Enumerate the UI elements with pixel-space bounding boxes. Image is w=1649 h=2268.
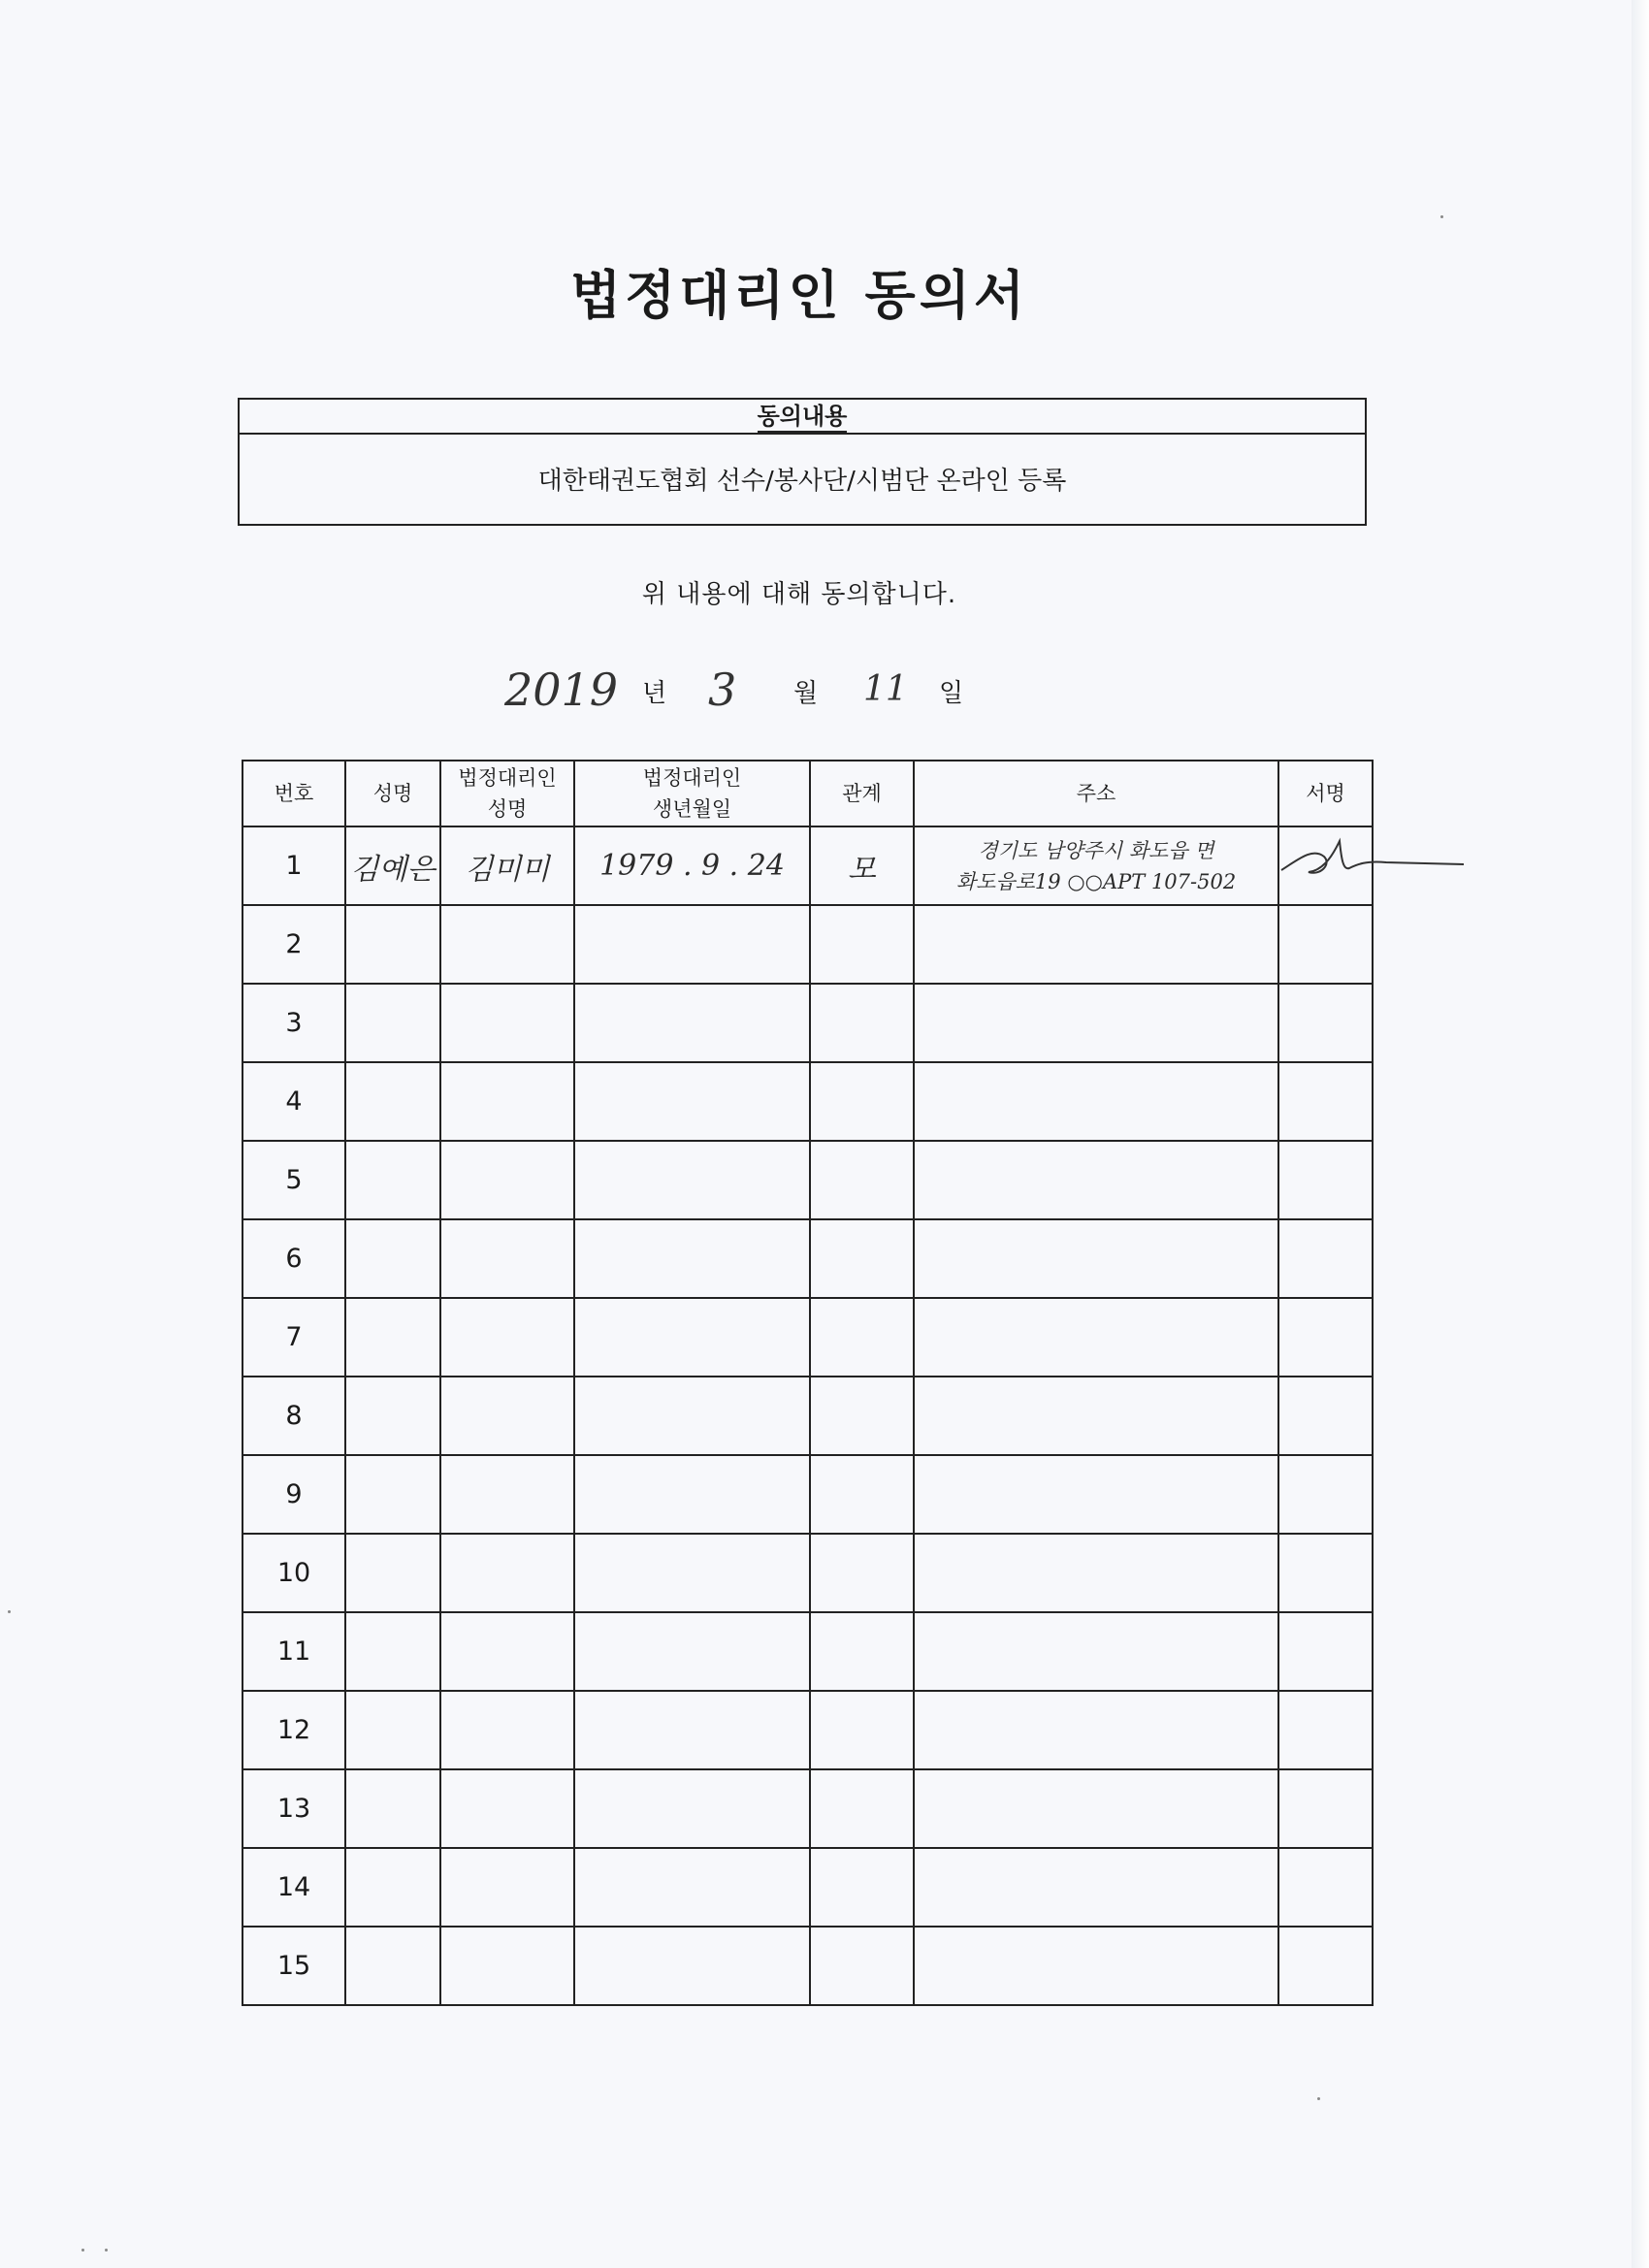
cell-signature [1278, 1062, 1373, 1141]
cell-signature [1278, 1691, 1373, 1769]
cell-relation: 모 [810, 826, 914, 905]
table-row [242, 1455, 1373, 1534]
cell-address [914, 905, 1278, 984]
cell-signature [1278, 1612, 1373, 1691]
cell-guardian-name [440, 1219, 574, 1298]
cell-signature [1278, 1141, 1373, 1219]
header-address [914, 761, 1278, 826]
header-label-line1: 서명 [1306, 782, 1345, 805]
cell-signature [1278, 1927, 1373, 2005]
table-row [242, 1691, 1373, 1769]
cell-guardian-name [440, 1534, 574, 1612]
cell-guardian-name [440, 1927, 574, 2005]
table-row [242, 1377, 1373, 1455]
cell-number: 14 [242, 1848, 345, 1927]
cell-name [345, 1377, 440, 1455]
cell-relation [810, 1141, 914, 1219]
table-row [242, 984, 1373, 1062]
header-label-line1: 주소 [1076, 782, 1116, 805]
cell-number: 4 [242, 1062, 345, 1141]
cell-number: 9 [242, 1455, 345, 1534]
cell-name [345, 1062, 440, 1141]
cell-guardian-birth [574, 1219, 810, 1298]
cell-signature [1278, 1219, 1373, 1298]
cell-guardian-name [440, 1377, 574, 1455]
page-edge [1632, 0, 1649, 2268]
cell-relation [810, 1769, 914, 1848]
table-row [242, 1062, 1373, 1141]
cell-name [345, 1455, 440, 1534]
cell-address [914, 1141, 1278, 1219]
header-guardian-birth [574, 761, 810, 826]
cell-name [345, 1298, 440, 1377]
scan-speck [1440, 215, 1443, 218]
cell-address [914, 1455, 1278, 1534]
consent-header [240, 400, 1365, 435]
cell-relation [810, 984, 914, 1062]
cell-number: 13 [242, 1769, 345, 1848]
consent-box [238, 398, 1367, 526]
cell-name [345, 1927, 440, 2005]
cell-relation [810, 905, 914, 984]
header-signature [1278, 761, 1373, 826]
cell-address [914, 1848, 1278, 1927]
cell-number: 8 [242, 1377, 345, 1455]
cell-number: 2 [242, 905, 345, 984]
cell-guardian-name [440, 1141, 574, 1219]
cell-relation [810, 1612, 914, 1691]
cell-guardian-birth [574, 1691, 810, 1769]
cell-signature [1278, 1848, 1373, 1927]
cell-name [345, 1691, 440, 1769]
cell-signature [1278, 1534, 1373, 1612]
cell-guardian-birth [574, 1141, 810, 1219]
table-row [242, 1534, 1373, 1612]
cell-name [345, 905, 440, 984]
date-day: 11 [863, 669, 908, 709]
table-row [242, 1769, 1373, 1848]
consent-body: 대한태권도협회 선수/봉사단/시범단 온라인 등록 [537, 467, 1067, 496]
cell-address [914, 1298, 1278, 1377]
date-month-unit: 월 [793, 679, 819, 708]
cell-relation [810, 1298, 914, 1377]
cell-signature [1278, 1298, 1373, 1377]
cell-address [914, 1769, 1278, 1848]
consent-header-label: 동의내용 [758, 403, 848, 433]
scan-speck [1317, 2097, 1320, 2100]
cell-name [345, 1848, 440, 1927]
cell-relation [810, 1534, 914, 1612]
table-row [242, 826, 1373, 905]
cell-guardian-birth [574, 984, 810, 1062]
table-row [242, 1612, 1373, 1691]
header-label-line1: 법정대리인 [458, 766, 557, 790]
scan-speck [81, 2249, 84, 2252]
cell-number: 10 [242, 1534, 345, 1612]
cell-address [914, 1612, 1278, 1691]
cell-guardian-birth [574, 1927, 810, 2005]
scan-speck [105, 2249, 108, 2252]
cell-name: 김예은 [345, 826, 440, 905]
date-year: 2019 [504, 664, 619, 716]
address-line1: 경기도 남양주시 화도읍 면 [978, 838, 1214, 862]
cell-guardian-name [440, 1769, 574, 1848]
cell-guardian-name [440, 905, 574, 984]
cell-signature [1278, 1455, 1373, 1534]
cell-guardian-name [440, 1691, 574, 1769]
cell-guardian-name [440, 1298, 574, 1377]
address-line2: 화도읍로19 ○○APT 107-502 [955, 869, 1237, 893]
table-body [242, 826, 1373, 2005]
cell-guardian-birth [574, 1455, 810, 1534]
cell-address [914, 1927, 1278, 2005]
cell-signature [1278, 826, 1373, 905]
cell-address [914, 1534, 1278, 1612]
date-line [504, 660, 1086, 718]
date-day-unit: 일 [939, 679, 964, 708]
cell-guardian-birth [574, 1534, 810, 1612]
handwritten-signature [1279, 831, 1473, 899]
cell-signature [1278, 984, 1373, 1062]
cell-guardian-birth [574, 1062, 810, 1141]
cell-name [345, 1612, 440, 1691]
cell-signature [1278, 1769, 1373, 1848]
cell-signature [1278, 1377, 1373, 1455]
table-row [242, 1848, 1373, 1927]
cell-relation [810, 1927, 914, 2005]
cell-signature [1278, 905, 1373, 984]
cell-address [914, 1377, 1278, 1455]
cell-number: 15 [242, 1927, 345, 2005]
table-row [242, 1141, 1373, 1219]
table-row [242, 1298, 1373, 1377]
cell-number: 12 [242, 1691, 345, 1769]
cell-name [345, 1141, 440, 1219]
cell-relation [810, 1219, 914, 1298]
cell-relation [810, 1062, 914, 1141]
header-label-line2: 성명 [487, 797, 528, 821]
table-header-row [242, 761, 1373, 826]
header-relation [810, 761, 914, 826]
header-label-line1: 관계 [842, 782, 882, 805]
cell-relation [810, 1691, 914, 1769]
cell-guardian-birth: 1979 . 9 . 24 [574, 826, 810, 905]
cell-address [914, 1219, 1278, 1298]
cell-number: 3 [242, 984, 345, 1062]
cell-guardian-name [440, 1455, 574, 1534]
cell-guardian-birth [574, 1769, 810, 1848]
cell-name [345, 1534, 440, 1612]
agree-statement: 위 내용에 대해 동의합니다. [641, 580, 957, 609]
cell-name [345, 1769, 440, 1848]
cell-name [345, 1219, 440, 1298]
table-row [242, 905, 1373, 984]
cell-address [914, 826, 1278, 905]
cell-number: 11 [242, 1612, 345, 1691]
cell-guardian-birth [574, 905, 810, 984]
cell-number: 5 [242, 1141, 345, 1219]
cell-guardian-birth [574, 1377, 810, 1455]
cell-guardian-birth [574, 1848, 810, 1927]
cell-relation [810, 1455, 914, 1534]
date-year-unit: 년 [642, 679, 667, 708]
cell-number: 6 [242, 1219, 345, 1298]
date-month: 3 [708, 664, 737, 716]
cell-guardian-name: 김미미 [440, 826, 574, 905]
cell-guardian-name [440, 984, 574, 1062]
cell-guardian-name [440, 1062, 574, 1141]
cell-guardian-birth [574, 1298, 810, 1377]
header-guardian-name [440, 761, 574, 826]
cell-guardian-name [440, 1848, 574, 1927]
header-label-line1: 번호 [274, 782, 314, 805]
cell-number: 1 [242, 826, 345, 905]
cell-number: 7 [242, 1298, 345, 1377]
cell-name [345, 984, 440, 1062]
cell-address [914, 1062, 1278, 1141]
header-name [345, 761, 440, 826]
document-title: 법정대리인 동의서 [569, 265, 1029, 326]
scan-speck [8, 1610, 11, 1613]
cell-address [914, 1691, 1278, 1769]
header-label-line2: 생년월일 [652, 797, 732, 821]
cell-address [914, 984, 1278, 1062]
cell-guardian-birth [574, 1612, 810, 1691]
guardian-table [242, 760, 1374, 2006]
header-label-line1: 법정대리인 [642, 766, 742, 790]
header-no [242, 761, 345, 826]
cell-guardian-name [440, 1612, 574, 1691]
cell-relation [810, 1848, 914, 1927]
cell-relation [810, 1377, 914, 1455]
header-label-line1: 성명 [372, 782, 413, 805]
table-row [242, 1219, 1373, 1298]
table-row [242, 1927, 1373, 2005]
